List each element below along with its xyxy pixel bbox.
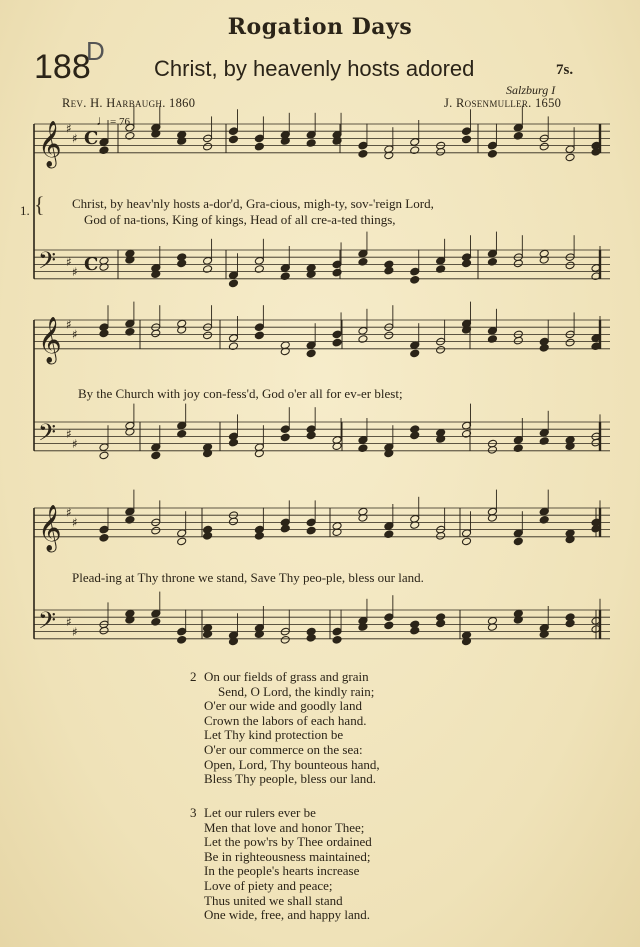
treble-clef: 𝄞 xyxy=(38,504,62,551)
note-head xyxy=(99,626,109,635)
note-head xyxy=(254,331,264,340)
note-head xyxy=(487,335,497,344)
note-head xyxy=(306,270,316,279)
note-head xyxy=(487,141,497,150)
treble-clef: 𝄞 xyxy=(38,120,62,167)
note-head xyxy=(228,279,238,288)
note-head xyxy=(125,507,135,516)
key-signature-sharp: ♯ xyxy=(72,624,78,639)
stanza-line: O'er our commerce on the sea: xyxy=(204,741,363,757)
key-signature-sharp: ♯ xyxy=(72,264,78,279)
note-head xyxy=(513,123,523,132)
note-head xyxy=(228,637,238,646)
note-head xyxy=(410,138,420,147)
note-head xyxy=(151,129,161,138)
note-head xyxy=(332,442,342,451)
stanza-2 xyxy=(190,669,380,787)
note-head xyxy=(384,449,394,458)
note-head xyxy=(358,444,368,453)
note-head xyxy=(462,135,472,144)
note-head xyxy=(513,436,523,445)
stanza-line: Be in righteousness maintained; xyxy=(204,848,371,864)
note-head xyxy=(462,529,472,538)
time-signature: C xyxy=(84,254,99,276)
stanza-3 xyxy=(190,805,372,923)
note-head xyxy=(462,637,472,646)
note-head xyxy=(125,255,135,264)
stanza-line: In the people's hearts increase xyxy=(204,863,360,879)
note-head xyxy=(254,449,264,458)
hymn-number: 188 xyxy=(34,48,91,86)
note-head xyxy=(332,635,342,644)
note-head xyxy=(203,265,213,274)
note-head xyxy=(539,343,549,352)
key-signature-sharp: ♯ xyxy=(72,327,78,342)
note-head xyxy=(358,436,368,445)
note-head xyxy=(384,613,394,622)
stanza-number: 3 xyxy=(190,805,197,820)
lyric-line-1: Christ, by heav'nly hosts a-dor'd, Gra-cious, migh-ty, sov-'reign Lord, xyxy=(72,196,434,211)
note-head xyxy=(513,259,523,268)
note-head xyxy=(513,444,523,453)
note-head xyxy=(539,428,549,437)
note-head xyxy=(436,619,446,628)
stanza-line: Love of piety and peace; xyxy=(204,877,333,893)
note-head xyxy=(565,153,575,162)
note-head xyxy=(513,537,523,546)
stanza-line: Let our rulers ever be xyxy=(204,805,316,820)
note-head xyxy=(436,345,446,354)
note-head xyxy=(565,338,575,347)
note-head xyxy=(358,141,368,150)
note-head xyxy=(332,330,342,339)
note-head xyxy=(462,127,472,136)
tempo-marking: ♩= 76 xyxy=(96,114,130,129)
note-head xyxy=(228,135,238,144)
note-head xyxy=(565,619,575,628)
note-head xyxy=(436,531,446,540)
note-head xyxy=(332,268,342,277)
note-head xyxy=(280,272,290,281)
key-signature-sharp: ♯ xyxy=(72,436,78,451)
note-head xyxy=(99,138,109,147)
note-head xyxy=(177,537,187,546)
note-head xyxy=(177,627,187,636)
note-head xyxy=(177,137,187,146)
key-signature-sharp: ♯ xyxy=(66,505,72,520)
note-head xyxy=(306,139,316,148)
note-head xyxy=(487,257,497,266)
note-head xyxy=(203,531,213,540)
note-head xyxy=(539,142,549,151)
note-head xyxy=(203,331,213,340)
note-head xyxy=(384,530,394,539)
note-head xyxy=(384,331,394,340)
note-head xyxy=(254,630,264,639)
note-head xyxy=(99,329,109,338)
note-head xyxy=(177,429,187,438)
note-head xyxy=(280,264,290,273)
note-head xyxy=(487,513,497,522)
note-head xyxy=(306,633,316,642)
note-head xyxy=(254,265,264,274)
key-signature-sharp: ♯ xyxy=(72,131,78,146)
note-head xyxy=(487,249,497,258)
stanza-line: O'er our wide and goodly land xyxy=(204,698,362,714)
note-head xyxy=(99,443,109,452)
note-head xyxy=(332,627,342,636)
meter: 7s. xyxy=(556,62,574,78)
note-head xyxy=(203,142,213,151)
note-head xyxy=(151,443,161,452)
note-head xyxy=(513,131,523,140)
note-head xyxy=(151,609,161,618)
note-head xyxy=(410,431,420,440)
note-head xyxy=(280,425,290,434)
section-title: Rogation Days xyxy=(227,14,413,40)
note-head xyxy=(462,537,472,546)
stanza-line: On our fields of grass and grain xyxy=(204,669,369,684)
note-head xyxy=(332,338,342,347)
note-head xyxy=(228,271,238,280)
note-head xyxy=(565,535,575,544)
note-head xyxy=(125,319,135,328)
stanza-line: One wide, free, and happy land. xyxy=(204,907,371,923)
note-head xyxy=(151,451,161,460)
note-head xyxy=(410,275,420,284)
note-head xyxy=(436,147,446,156)
note-head xyxy=(99,525,109,534)
note-head xyxy=(358,326,368,335)
key-signature-sharp: ♯ xyxy=(66,614,72,629)
note-head xyxy=(280,524,290,533)
note-head xyxy=(280,347,290,356)
note-head xyxy=(358,249,368,258)
note-head xyxy=(151,329,161,338)
note-head xyxy=(565,261,575,270)
note-head xyxy=(332,528,342,537)
note-head xyxy=(513,336,523,345)
note-head xyxy=(177,529,187,538)
lyric-line-4: Plead-ing at Thy throne we stand, Save Thy peo-ple, bless our land. xyxy=(72,570,424,585)
note-head xyxy=(177,421,187,430)
note-head xyxy=(436,265,446,274)
note-head xyxy=(306,518,316,527)
verse-number: 1. xyxy=(20,203,30,218)
key-signature-sharp: ♯ xyxy=(72,515,78,530)
key-signature-sharp: ♯ xyxy=(66,426,72,441)
stanza-line: Bless Thy people, bless our land. xyxy=(204,771,376,787)
note-head xyxy=(254,323,264,332)
note-head xyxy=(487,149,497,158)
note-head xyxy=(125,327,135,336)
note-head xyxy=(539,255,549,264)
lyric-line-2: God of na-tions, King of kings, Head of all cre-a-ted things, xyxy=(84,212,396,227)
key-signature-sharp: ♯ xyxy=(66,121,72,136)
note-head xyxy=(410,146,420,155)
note-head xyxy=(306,341,316,350)
note-head xyxy=(384,522,394,531)
stanza-number: 2 xyxy=(190,669,197,684)
note-head xyxy=(228,127,238,136)
note-head xyxy=(487,326,497,335)
stanza-line: Send, O Lord, the kindly rain; xyxy=(218,683,375,699)
stanza-line: Crown the labors of each hand. xyxy=(204,712,367,728)
note-head xyxy=(280,433,290,442)
note-head xyxy=(358,149,368,158)
note-head xyxy=(358,623,368,632)
note-head xyxy=(151,617,161,626)
note-head xyxy=(306,130,316,139)
note-head xyxy=(99,533,109,542)
note-head xyxy=(125,515,135,524)
note-head xyxy=(384,151,394,160)
note-head xyxy=(125,615,135,624)
bass-clef: 𝄢 xyxy=(38,246,57,280)
stanza-line: Let Thy kind protection be xyxy=(204,727,344,743)
note-head xyxy=(306,526,316,535)
note-head xyxy=(410,521,420,530)
note-head xyxy=(410,341,420,350)
note-head xyxy=(539,515,549,524)
note-head xyxy=(358,335,368,344)
note-head xyxy=(436,435,446,444)
note-head xyxy=(332,137,342,146)
note-head xyxy=(332,260,342,269)
key-signature-sharp: ♯ xyxy=(66,254,72,269)
tune-name: Salzburg I xyxy=(506,83,556,97)
note-head xyxy=(306,349,316,358)
note-head xyxy=(384,266,394,275)
note-head xyxy=(306,431,316,440)
note-head xyxy=(254,256,264,265)
note-head xyxy=(99,263,109,272)
note-head xyxy=(358,513,368,522)
stanza-line: Thus united we shall stand xyxy=(204,892,343,908)
note-head xyxy=(410,267,420,276)
note-head xyxy=(254,142,264,151)
bass-clef: 𝄢 xyxy=(38,418,57,452)
note-head xyxy=(203,449,213,458)
note-head xyxy=(125,131,135,140)
note-head xyxy=(539,437,549,446)
stanza-line: Let the pow'rs by Thee ordained xyxy=(204,834,372,850)
bass-clef: 𝄢 xyxy=(38,606,57,640)
note-head xyxy=(565,442,575,451)
author: Rev. H. Harbaugh. 1860 xyxy=(62,96,196,110)
note-head xyxy=(539,630,549,639)
note-head xyxy=(177,635,187,644)
time-signature: C xyxy=(84,128,99,150)
note-head xyxy=(410,349,420,358)
hymn-title: Christ, by heavenly hosts adored xyxy=(154,56,475,81)
treble-clef: 𝄞 xyxy=(38,316,62,363)
note-head xyxy=(539,507,549,516)
stanza-line: Open, Lord, Thy bounteous hand, xyxy=(204,756,380,772)
note-head xyxy=(462,259,472,268)
note-head xyxy=(151,526,161,535)
stanza-line: Men that love and honor Thee; xyxy=(204,819,365,835)
note-head xyxy=(280,635,290,644)
note-head xyxy=(513,615,523,624)
note-head xyxy=(99,146,109,155)
note-head xyxy=(177,259,187,268)
note-head xyxy=(203,256,213,265)
note-head xyxy=(254,134,264,143)
note-head xyxy=(228,438,238,447)
note-head xyxy=(254,531,264,540)
note-head xyxy=(410,626,420,635)
note-head xyxy=(125,427,135,436)
verse-brace: { xyxy=(34,192,45,217)
lyric-line-3: By the Church with joy con-fess'd, God o'er all for ev-er blest; xyxy=(78,386,403,401)
note-head xyxy=(99,451,109,460)
note-head xyxy=(280,137,290,146)
note-head xyxy=(565,145,575,154)
note-head xyxy=(203,630,213,639)
hymn-handwritten-mark: D xyxy=(86,36,105,66)
note-head xyxy=(487,445,497,454)
note-head xyxy=(513,529,523,538)
key-signature-sharp: ♯ xyxy=(66,317,72,332)
note-head xyxy=(384,621,394,630)
note-head xyxy=(177,325,187,334)
note-head xyxy=(487,623,497,632)
composer: J. Rosenmuller. 1650 xyxy=(444,96,562,110)
note-head xyxy=(358,257,368,266)
note-head xyxy=(228,334,238,343)
note-head xyxy=(151,270,161,279)
note-head xyxy=(228,517,238,526)
note-head xyxy=(436,256,446,265)
note-head xyxy=(228,342,238,351)
